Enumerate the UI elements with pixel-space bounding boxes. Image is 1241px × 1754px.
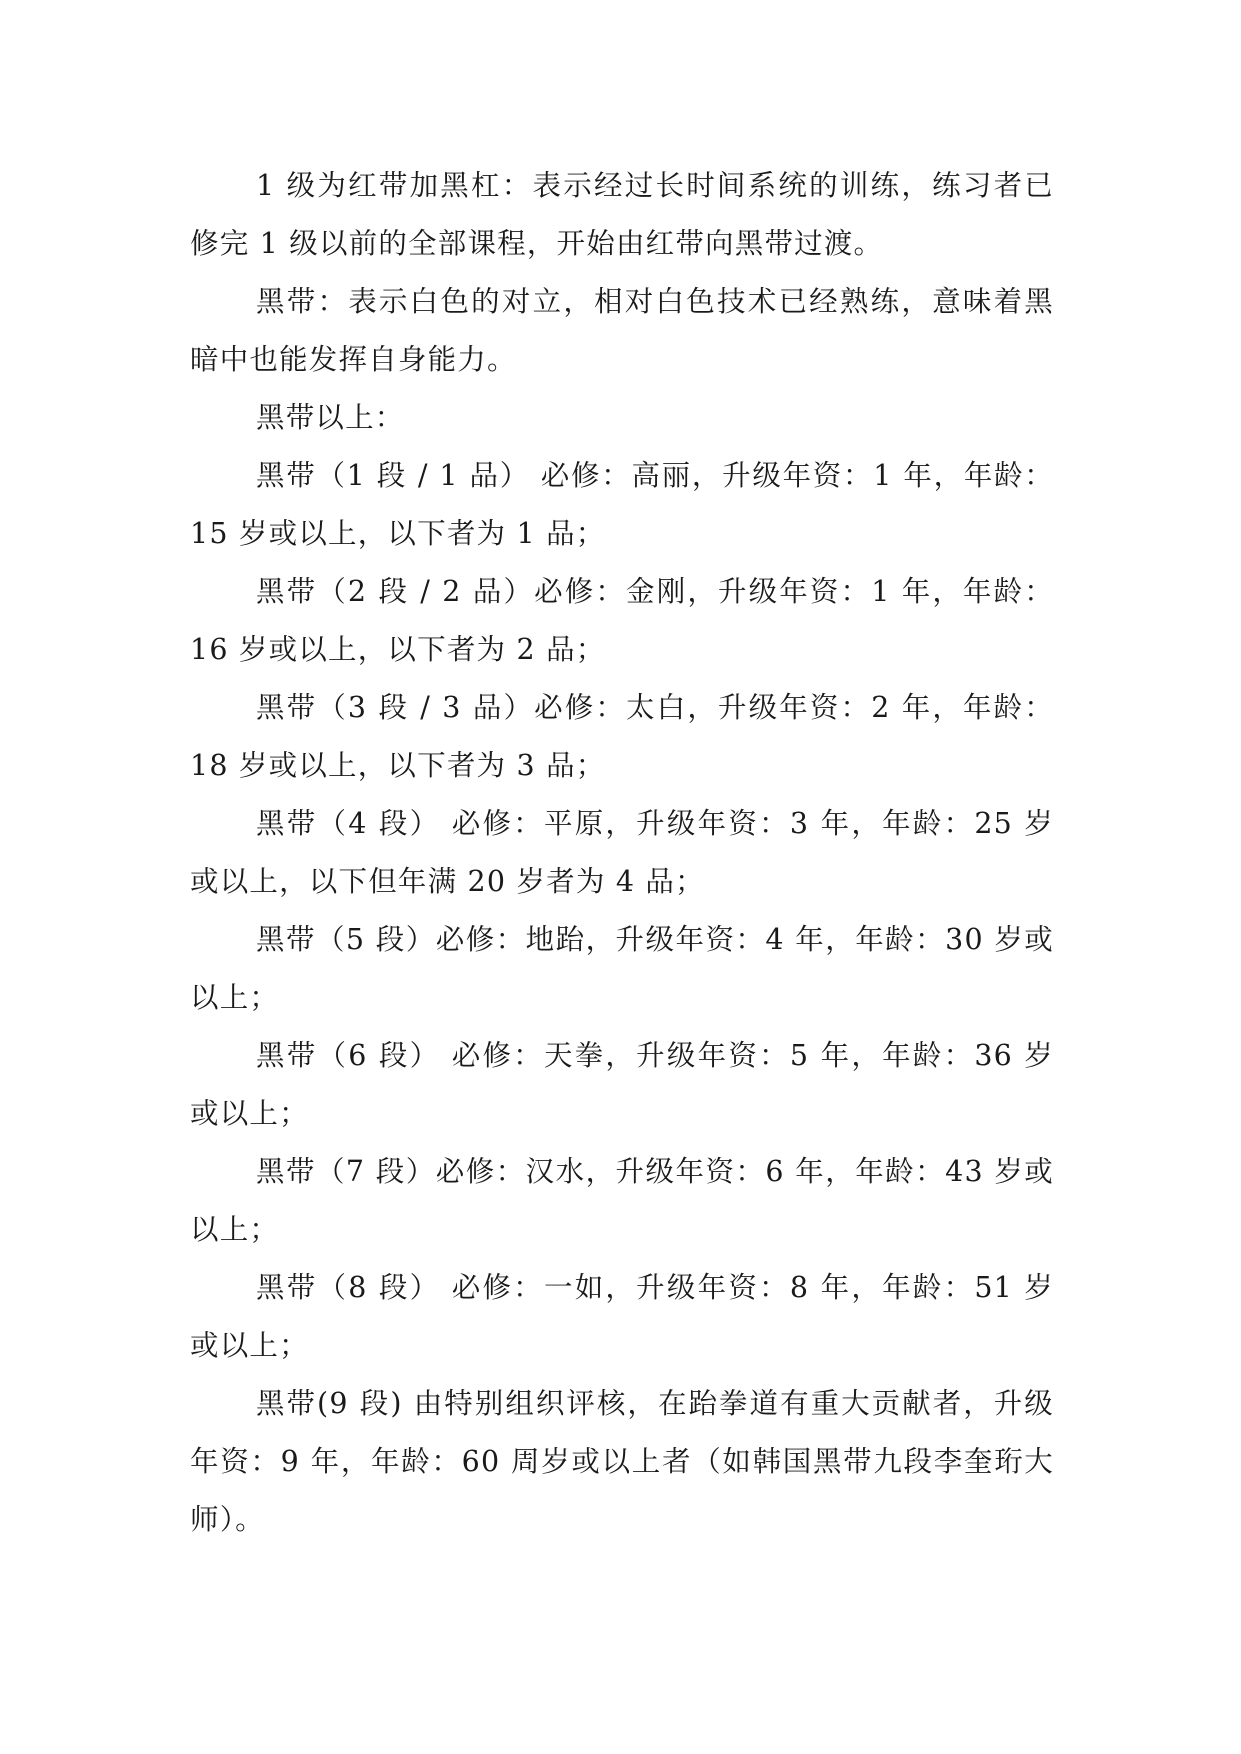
- paragraph-red-belt-black-stripe: 1 级为红带加黑杠：表示经过长时间系统的训练，练习者已修完 1 级以前的全部课程，开始由红带向黑带过渡。: [190, 169, 1054, 260]
- document-body: [190, 157, 1054, 1549]
- paragraph-dan-6: 黑带（6 段） 必修：天拳，升级年资：5 年，年龄：36 岁或以上；: [190, 1039, 1054, 1130]
- paragraph-dan-7: 黑带（7 段）必修：汉水，升级年资：6 年，年龄：43 岁或以上；: [190, 1155, 1054, 1246]
- paragraph-black-belt: 黑带：表示白色的对立，相对白色技术已经熟练，意味着黑暗中也能发挥自身能力。: [190, 285, 1054, 376]
- paragraph-dan-9: 黑带(9 段) 由特别组织评核，在跆拳道有重大贡献者，升级年资：9 年，年龄：60 周岁或以上者（如韩国黑带九段李奎珩大师）。: [190, 1387, 1054, 1536]
- paragraph-dan-8: 黑带（8 段） 必修：一如，升级年资：8 年，年龄：51 岁或以上；: [190, 1271, 1054, 1362]
- paragraph-dan-1: 黑带（1 段 / 1 品） 必修：高丽，升级年资：1 年，年龄：15 岁或以上，以下者为 1 品；: [190, 459, 1054, 550]
- paragraph-dan-3: 黑带（3 段 / 3 品）必修：太白，升级年资：2 年，年龄：18 岁或以上，以下者为 3 品；: [190, 691, 1054, 782]
- paragraph-above-black-belt: 黑带以上：: [256, 401, 405, 434]
- paragraph-dan-2: 黑带（2 段 / 2 品）必修：金刚，升级年资：1 年，年龄：16 岁或以上，以下者为 2 品；: [190, 575, 1054, 666]
- paragraph-dan-5: 黑带（5 段）必修：地跆，升级年资：4 年，年龄：30 岁或以上；: [190, 923, 1054, 1014]
- paragraph-dan-4: 黑带（4 段） 必修：平原，升级年资：3 年，年龄：25 岁或以上，以下但年满 20 岁者为 4 品；: [190, 807, 1054, 898]
